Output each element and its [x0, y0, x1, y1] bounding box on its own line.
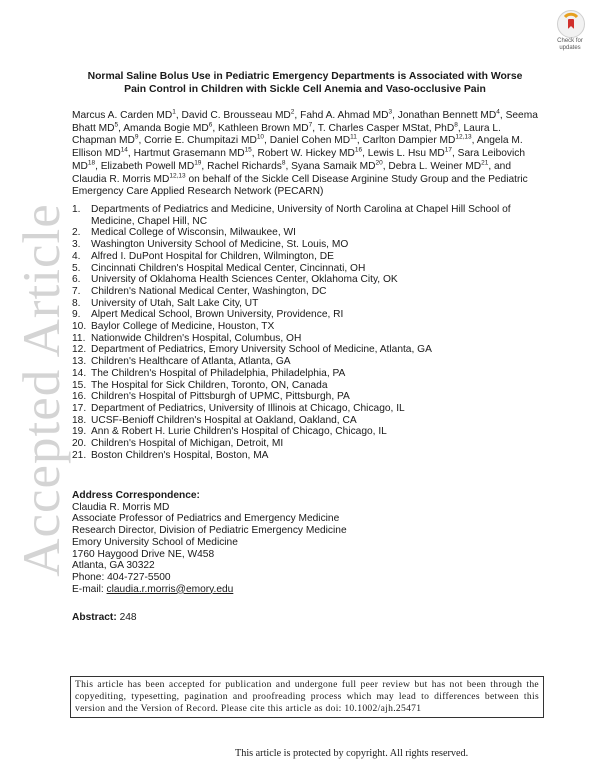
author-name: Robert W. Hickey MD — [257, 148, 355, 160]
affiliation-number: 13. — [72, 356, 87, 368]
affiliation-number: 11. — [72, 332, 86, 344]
affiliation-item — [72, 274, 542, 286]
affiliation-number: 17. — [72, 402, 87, 414]
author-affiliation-sup: 14 — [120, 146, 128, 154]
affiliation-text: Children's Healthcare of Atlanta, Atlanta, GA — [91, 356, 291, 368]
check-for-updates-badge[interactable] — [550, 10, 590, 54]
check-for-updates-icon — [557, 10, 585, 38]
author-separator: , — [471, 135, 477, 147]
article-title: Normal Saline Bolus Use in Pediatric Emergency Departments is Associated with Worse Pain Control in Children with Sickle Cell Anemia and Vaso-occlusive Pain — [87, 71, 523, 95]
author-separator: , — [457, 122, 464, 134]
affiliation-number: 20. — [72, 438, 87, 450]
affiliation-text: University of Oklahoma Health Sciences Center, Oklahoma City, OK — [91, 274, 398, 286]
author-affiliation-sup: 3 — [388, 108, 393, 116]
affiliation-text: Departments of Pediatrics and Medicine, University of North Carolina at Chapel Hill School of Medicine, Chapel Hill, NC — [91, 204, 511, 227]
author-separator: , — [451, 148, 458, 160]
affiliation-text: Baylor College of Medicine, Houston, TX — [91, 321, 275, 333]
accepted-article-notice: This article has been accepted for publication and undergone full peer review but has not been through the copyediting, typesetting, pagination and proofreading process which may lead to differences between this version and the Version of Record. Please cite this article as doi: 10.1002/ajh.25471 — [70, 676, 544, 718]
affiliation-list — [72, 204, 542, 461]
affiliation-item — [72, 426, 542, 438]
authors-tail: on behalf of the Sickle Cell Disease Arginine Study Group and the Pediatric Emergency Care Applied Research Network (PECARN) — [72, 173, 528, 198]
author-separator: , — [127, 148, 134, 160]
abstract-label: Abstract: — [72, 612, 117, 623]
email-label: E-mail: — [72, 583, 107, 595]
affiliation-item — [72, 251, 542, 263]
author-affiliation-sup: 5 — [114, 121, 119, 129]
affiliation-text: Boston Children's Hospital, Boston, MA — [91, 449, 269, 461]
author-name: Claudia R. Morris MD — [72, 173, 170, 185]
author-name: Sara Leibovich MD — [72, 148, 526, 172]
author-separator: , — [312, 122, 318, 134]
affiliation-item — [72, 286, 542, 298]
author-affiliation-sup: 9 — [134, 134, 139, 142]
affiliation-item — [72, 356, 542, 368]
correspondence-email-line — [72, 584, 542, 596]
affiliation-text: UCSF-Benioff Children's Hospital at Oakland, Oakland, CA — [91, 414, 357, 426]
affiliation-item — [72, 438, 542, 450]
author-affiliation-sup: 2 — [290, 108, 295, 116]
author-affiliation-sup: 12,13 — [455, 134, 472, 142]
author-separator: , — [285, 160, 292, 172]
author-affiliation-sup: 8 — [454, 121, 458, 129]
affiliation-number: 6. — [72, 274, 81, 286]
affiliation-number: 7. — [72, 285, 81, 297]
affiliation-item — [72, 309, 542, 321]
author-name: Marcus A. Carden MD — [72, 110, 173, 121]
affiliation-number: 14. — [72, 367, 87, 379]
author-separator: , — [201, 160, 208, 172]
author-affiliation-sup: 4 — [496, 108, 500, 116]
author-separator: , — [212, 122, 219, 134]
author-separator: , — [264, 135, 270, 147]
author-affiliation-sup: 20 — [375, 159, 383, 167]
author-affiliation-sup: 16 — [354, 146, 363, 154]
affiliation-text: Medical College of Wisconsin, Milwaukee, WI — [91, 227, 296, 239]
author-separator: , — [362, 148, 368, 160]
affiliation-text: Department of Pediatrics, University of Illinois at Chicago, Chicago, IL — [91, 402, 405, 414]
affiliation-number: 9. — [72, 309, 81, 321]
author-name: Debra L. Weiner MD — [388, 160, 482, 172]
author-affiliation-sup: 7 — [308, 121, 313, 129]
affiliation-item — [72, 391, 542, 403]
affiliation-item — [72, 380, 542, 392]
author-separator: , — [356, 135, 363, 147]
author-separator: , — [499, 110, 506, 121]
affiliation-item — [72, 450, 542, 462]
author-affiliation-sup: 19 — [194, 159, 202, 167]
correspondence-heading: Address Correspondence: — [72, 490, 200, 501]
affiliation-text: Department of Pediatrics, Emory University School of Medicine, Atlanta, GA — [91, 344, 432, 356]
affiliation-item — [72, 321, 542, 333]
abstract-word-count — [72, 612, 137, 623]
author-separator: , — [294, 110, 301, 121]
accepted-article-watermark: Accepted Article — [13, 203, 71, 577]
affiliation-item — [72, 263, 542, 275]
author-name: T. Charles Casper MStat, PhD — [317, 122, 455, 134]
author-name: Elizabeth Powell MD — [100, 160, 195, 172]
affiliation-number: 19. — [72, 426, 87, 438]
affiliation-text: Alpert Medical School, Brown University, Providence, RI — [91, 309, 344, 321]
affiliation-item — [72, 333, 542, 345]
affiliation-number: 16. — [72, 391, 87, 403]
affiliation-item — [72, 204, 542, 227]
author-name: Daniel Cohen MD — [269, 135, 351, 147]
affiliation-number: 5. — [72, 262, 81, 274]
affiliation-number: 15. — [72, 379, 87, 391]
affiliation-number: 18. — [72, 414, 87, 426]
author-separator: , — [138, 135, 145, 147]
author-separator: , — [175, 110, 182, 121]
author-affiliation-sup: 11 — [350, 134, 357, 142]
author-name: Rachel Richards — [207, 160, 282, 172]
author-affiliation-sup: 15 — [244, 146, 252, 154]
author-name: David C. Brousseau MD — [181, 110, 291, 121]
author-name: Laura L. Chapman MD — [72, 122, 501, 147]
author-affiliation-sup: 1 — [172, 108, 176, 116]
affiliation-text: Children's Hospital of Pittsburgh of UPMC, Pittsburgh, PA — [91, 391, 350, 403]
email-link[interactable]: claudia.r.morris@emory.edu — [106, 583, 234, 595]
affiliation-item — [72, 415, 542, 427]
affiliation-item — [72, 239, 542, 251]
affiliation-item — [72, 368, 542, 380]
author-affiliation-sup: 10 — [256, 134, 265, 142]
author-name: Carlton Dampier MD — [362, 135, 456, 147]
author-separator: , and — [488, 160, 511, 172]
author-separator: , — [251, 148, 258, 160]
affiliation-text: Alfred I. DuPont Hospital for Children, Wilmington, DE — [91, 250, 334, 262]
author-list — [72, 110, 542, 199]
affiliation-number: 2. — [72, 227, 81, 239]
affiliation-number: 3. — [72, 239, 81, 251]
affiliation-text: Cincinnati Children's Hospital Medical Center, Cincinnati, OH — [91, 262, 366, 274]
correspondence-line: Associate Professor of Pediatrics and Emergency Medicine — [72, 513, 340, 525]
author-name: Kathleen Brown MD — [218, 122, 309, 134]
affiliation-text: Children's National Medical Center, Washington, DC — [91, 285, 327, 297]
correspondence-line: Claudia R. Morris MD — [72, 501, 170, 513]
affiliation-text: Children's Hospital of Michigan, Detroit, MI — [91, 438, 284, 450]
author-affiliation-sup: 17 — [444, 146, 452, 154]
correspondence-line: 1760 Haygood Drive NE, W458 — [72, 548, 215, 560]
check-for-updates-label: Check for updates — [557, 38, 583, 51]
affiliation-item — [72, 403, 542, 415]
author-affiliation-sup: 21 — [481, 159, 489, 167]
copyright-footer: This article is protected by copyright. All rights reserved. — [235, 748, 469, 759]
affiliation-number: 21. — [72, 449, 87, 461]
affiliation-text: Ann & Robert H. Lurie Children's Hospital of Chicago, Chicago, IL — [91, 426, 387, 438]
author-name: Lewis L. Hsu MD — [367, 148, 445, 160]
affiliation-text: University of Utah, Salt Lake City, UT — [91, 297, 259, 309]
author-separator: , — [95, 160, 101, 172]
affiliation-text: The Children's Hospital of Philadelphia, Philadelphia, PA — [91, 367, 346, 379]
author-name: Jonathan Bennett MD — [397, 110, 497, 121]
author-affiliation-sup: 6 — [208, 121, 213, 129]
abstract-value: 248 — [119, 612, 137, 623]
affiliation-text: Washington University School of Medicine, St. Louis, MO — [91, 239, 349, 251]
author-separator: , — [382, 160, 389, 172]
correspondence-line: Research Director, Division of Pediatric Emergency Medicine — [72, 525, 347, 537]
author-name: Seema Bhatt MD — [72, 110, 538, 134]
author-affiliation-sup: 12,13 — [169, 172, 186, 180]
affiliation-text: Nationwide Children's Hospital, Columbus, OH — [91, 332, 302, 344]
affiliation-number: 4. — [72, 250, 81, 262]
affiliation-number: 8. — [72, 297, 81, 309]
correspondence-line: Phone: 404-727-5500 — [72, 571, 171, 583]
author-name: Angela M. Ellison MD — [72, 135, 523, 160]
affiliation-item — [72, 344, 542, 356]
affiliation-item — [72, 227, 542, 239]
correspondence-line: Emory University School of Medicine — [72, 536, 238, 548]
correspondence-line: Atlanta, GA 30322 — [72, 560, 155, 572]
affiliation-item — [72, 298, 542, 310]
affiliation-number: 1. — [72, 204, 81, 215]
author-affiliation-sup: 8 — [281, 159, 286, 167]
author-separator: , — [118, 122, 124, 134]
author-separator: , — [392, 110, 398, 121]
author-name: Hartmut Grasemann MD — [133, 148, 245, 160]
author-name: Amanda Bogie MD — [123, 122, 209, 134]
author-name: Fahd A. Ahmad MD — [300, 110, 389, 121]
affiliation-number: 12. — [72, 344, 87, 356]
author-name: Corrie E. Chumpitazi MD — [144, 135, 257, 147]
author-affiliation-sup: 18 — [87, 159, 96, 167]
author-name: Syana Samaik MD — [291, 160, 376, 172]
correspondence-block — [72, 490, 542, 595]
affiliation-number: 10. — [72, 321, 87, 333]
affiliation-text: The Hospital for Sick Children, Toronto, ON, Canada — [91, 379, 328, 391]
